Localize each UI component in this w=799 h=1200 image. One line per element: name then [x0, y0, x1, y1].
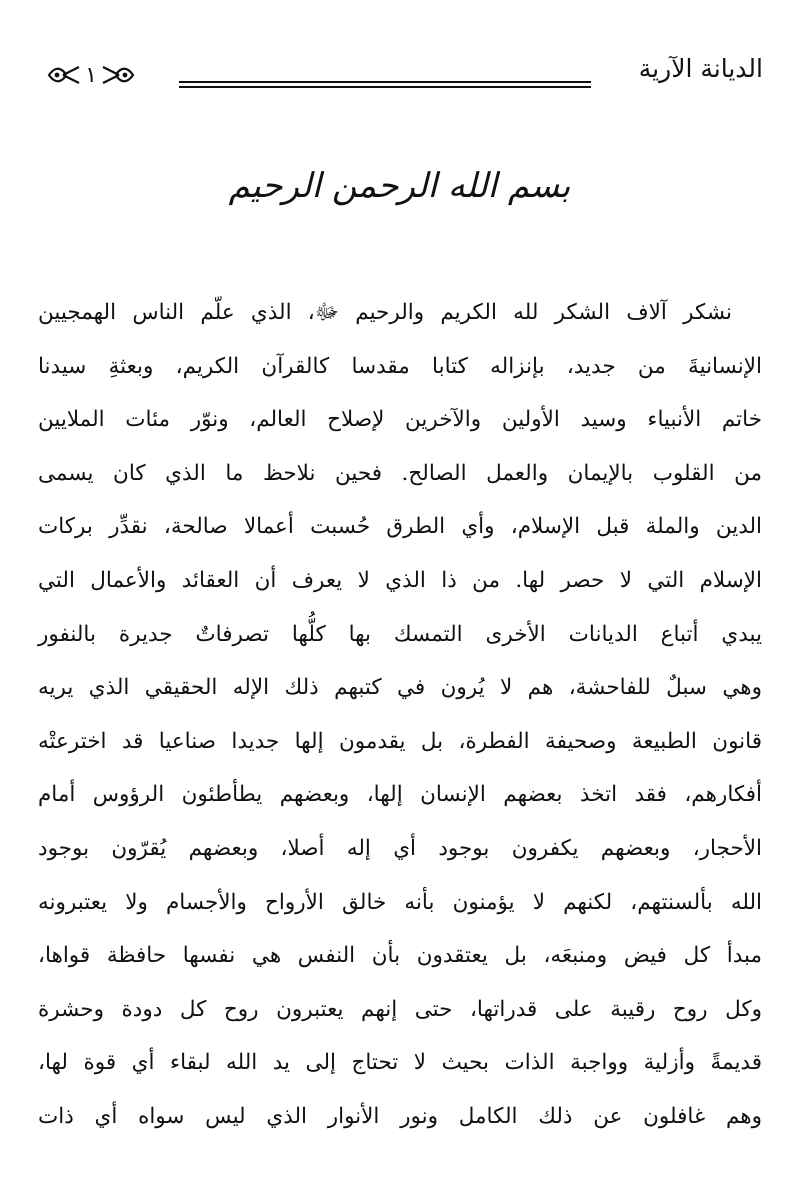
right-ornament-icon [101, 63, 135, 87]
text-line: الدين والملة قبل الإسلام، وأي الطرق حُسبت أعمالا صالحة، نقدِّر بركات [38, 514, 762, 540]
text-line: الأحجار، وبعضهم يكفرون بوجود أي إله أصلا، وبعضهم يُقرّون بوجود [38, 835, 762, 861]
text-line: وكل روح رقيبة على قدراتها، حتى إنهم يعتبرون روح كل دودة وحشرة [38, 996, 762, 1022]
text-line: قديمةً وأزلية وواجبة الذات بحيث لا تحتاج إلى يد الله لبقاء أي قوة لها، [38, 1050, 762, 1076]
header-rule [179, 81, 591, 88]
text-line: نشكر آلاف الشكر لله الكريم والرحيم ﷻ، الذي علّم الناس الهمجيين [38, 300, 732, 325]
text-line: وهم غافلون عن ذلك الكامل ونور الأنوار الذي ليس سواه أي ذات [38, 1103, 762, 1129]
left-ornament-icon [47, 63, 81, 87]
text-line: قانون الطبيعة وصحيفة الفطرة، بل يقدمون إلها جديدا صناعيا قد اخترعتْه [38, 728, 762, 754]
text-line: وهي سبلٌ للفاحشة، هم لا يُرون في كتبهم ذلك الإله الحقيقي الذي يريه [38, 675, 762, 701]
text-line: الإسلام التي لا حصر لها. من ذا الذي لا يعرف أن العقائد والأعمال التي [38, 567, 762, 593]
text-line: أفكارهم، فقد اتخذ بعضهم الإنسان إلها، وبعضهم يطأطئون الرؤوس أمام [38, 782, 762, 808]
page-number: ١ [85, 62, 97, 88]
page-number-box [36, 58, 146, 92]
text-line: خاتم الأنبياء وسيد الأولين والآخرين لإصلاح العالم، ونوّر مئات الملايين [38, 407, 762, 433]
basmala-calligraphy: بسم الله الرحمن الرحيم [228, 166, 571, 206]
book-title: الديانة الآرية [638, 54, 763, 83]
text-line: مبدأ كل فيض ومنبعَه، بل يعتقدون بأن النفس هي نفسها حافظة قواها، [38, 943, 762, 969]
text-line: الإنسانيةَ من جديد، بإنزاله كتابا مقدسا كالقرآن الكريم، وبعثةِ سيدنا [38, 353, 762, 379]
text-line: يبدي أتباع الديانات الأخرى التمسك بها كلُّها تصرفاتٌ جديرة بالنفور [38, 621, 762, 647]
text-line: الله بألسنتهم، لكنهم لا يؤمنون بأنه خالق الأرواح والأجسام ولا يعتبرونه [38, 889, 762, 915]
text-line: من القلوب بالإيمان والعمل الصالح. فحين نلاحظ ما الذي كان يسمى [38, 460, 762, 486]
page-header [36, 52, 763, 100]
body-text [38, 286, 762, 1144]
